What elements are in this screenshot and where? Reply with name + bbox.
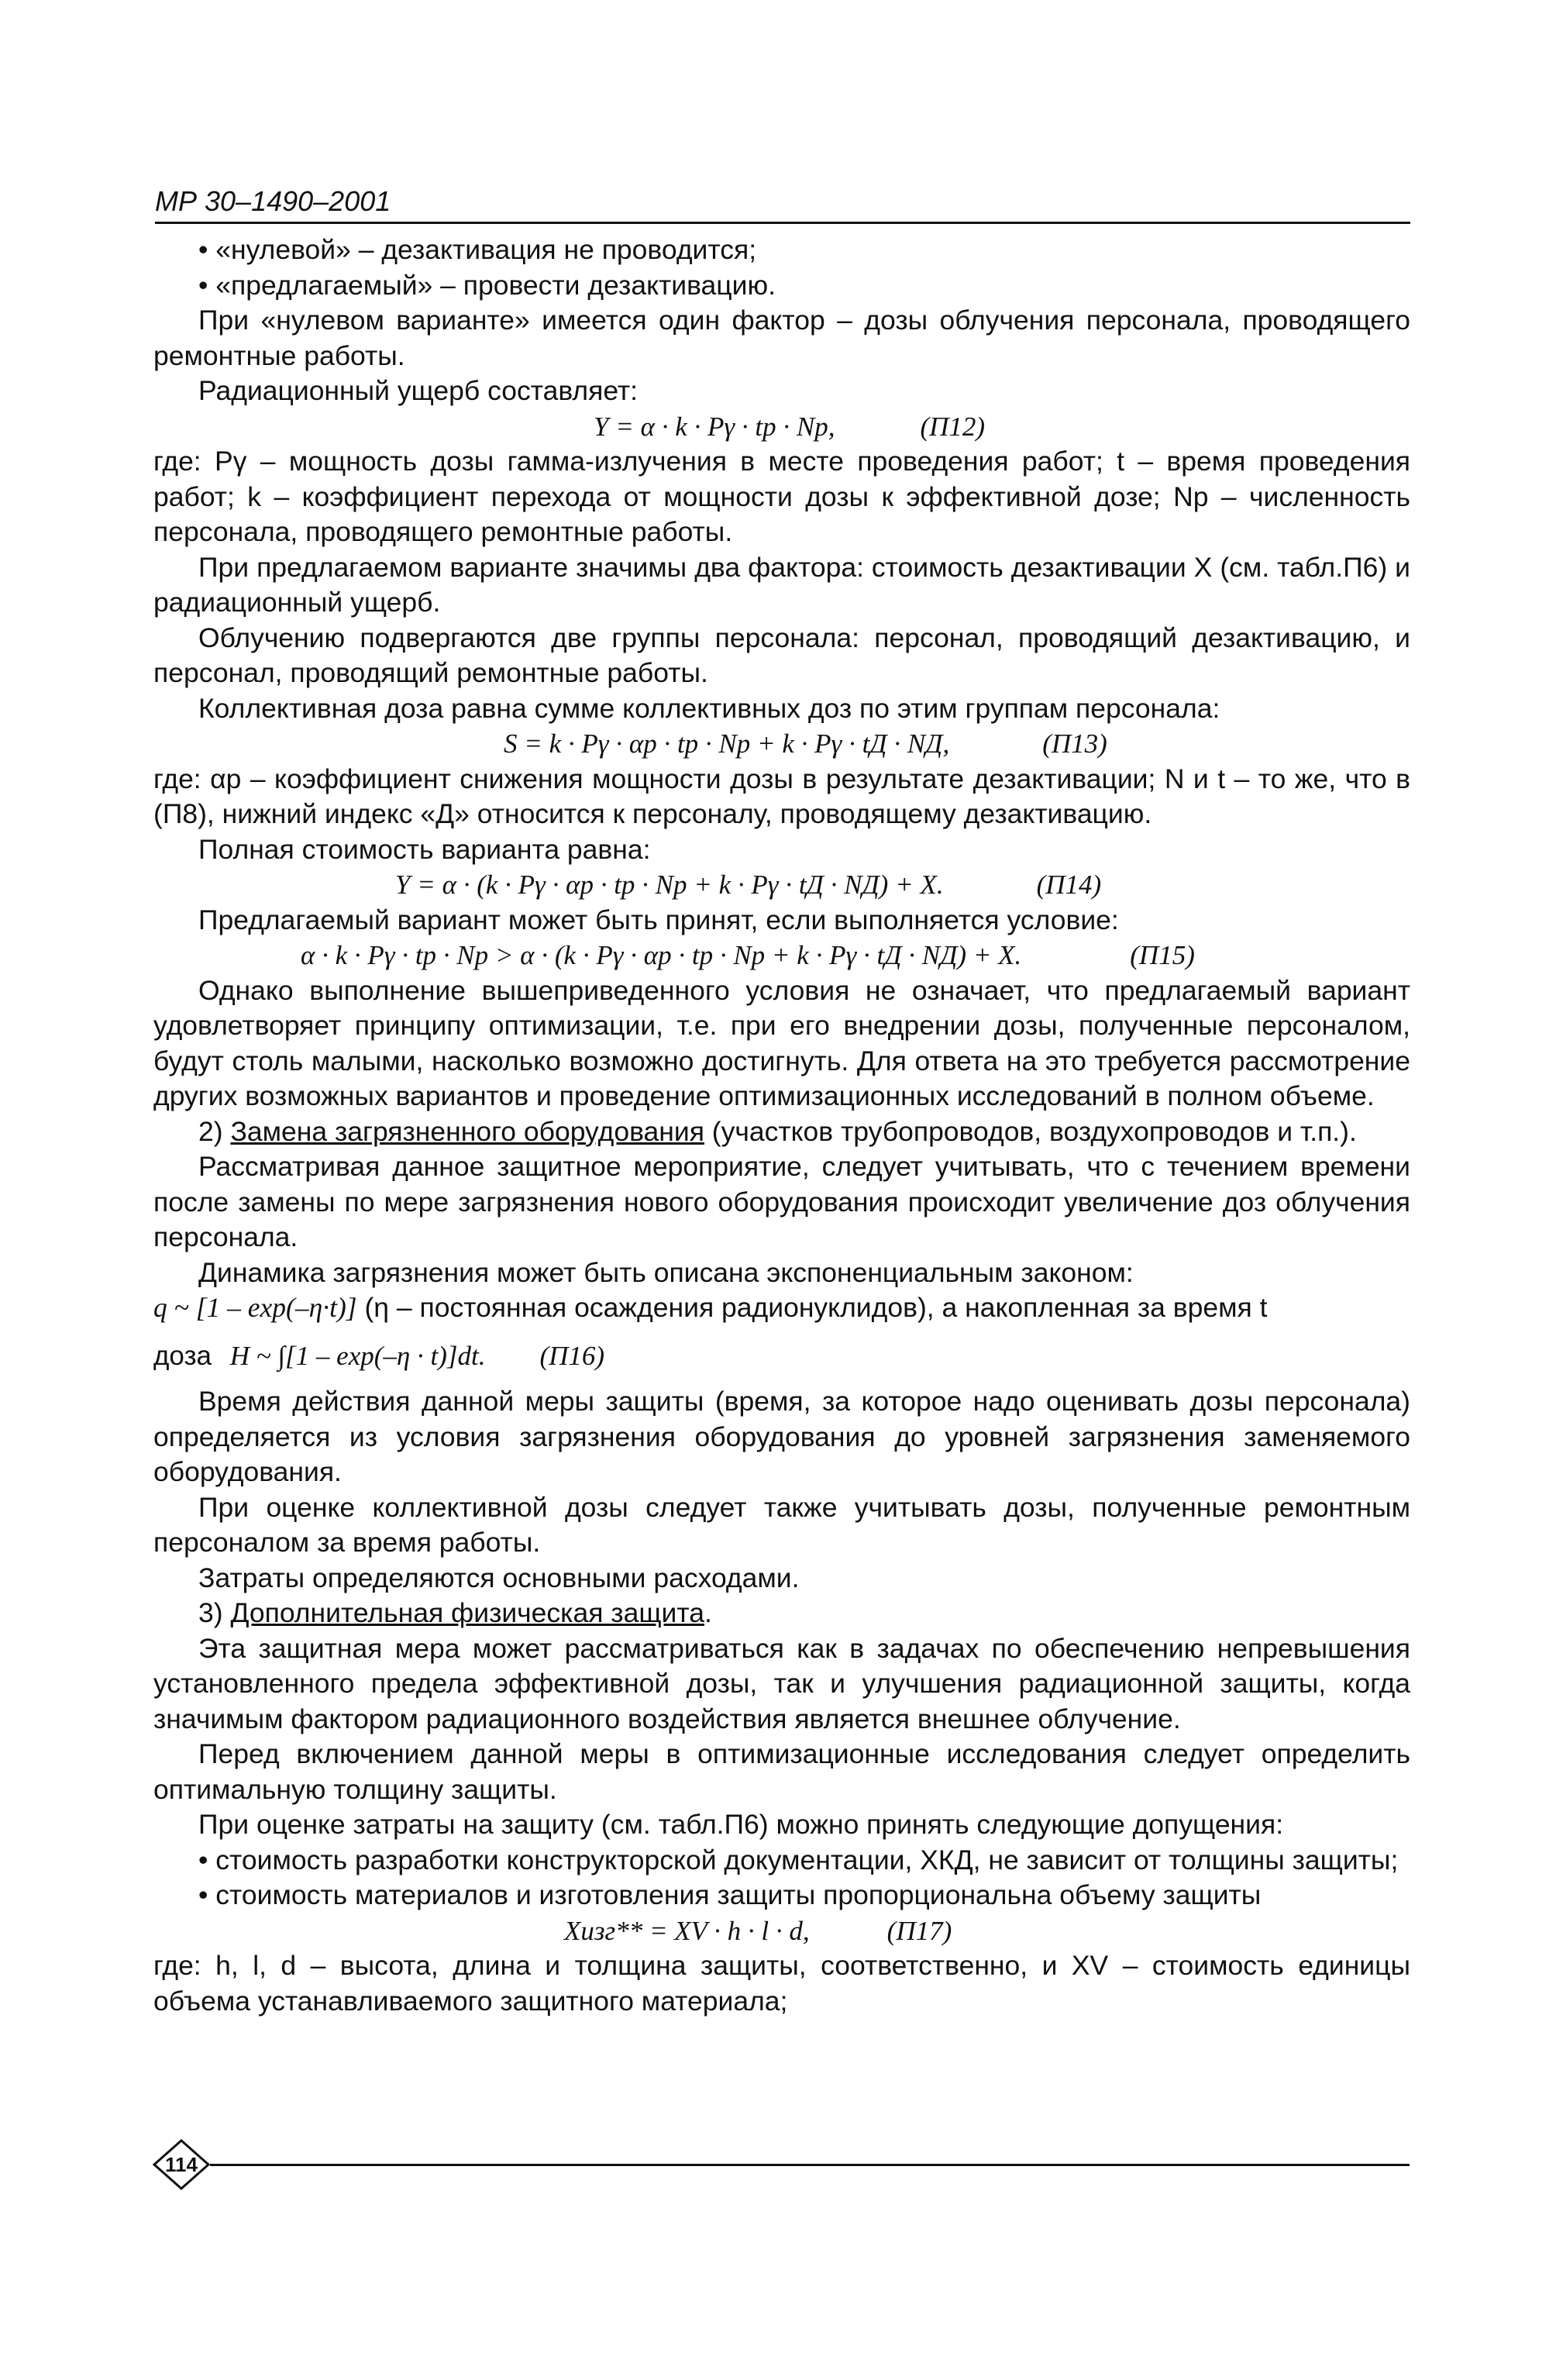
formula-p12: [153, 409, 1410, 445]
paragraph: Время действия данной меры защиты (время, за которое надо оценивать дозы персонала) определяется из условия загрязнения оборудования до уровней загрязнения заменяемого оборудования.: [153, 1386, 1410, 1487]
section-number: 2): [198, 1115, 231, 1147]
formula-expression: Xизг** = XV · h · l · d,: [564, 1915, 810, 1946]
formula-p13: [153, 726, 1410, 762]
inline-text: (η – постоянная осаждения радионуклидов), а накопленная за время t: [356, 1292, 1268, 1323]
formula-number: (П13): [1042, 728, 1107, 759]
bullet-design-cost: • стоимость разработки конструкторской документации, XКД, не зависит от толщины защиты;: [153, 1843, 1410, 1879]
bullet-material-cost: • стоимость материалов и изготовления защиты пропорциональна объему защиты: [153, 1878, 1410, 1913]
formula-expression: Y = α · (k · Pγ · αp · tp · Np + k · Pγ · tД · NД) + X.: [395, 870, 944, 900]
section-title: Замена загрязненного оборудования: [230, 1115, 704, 1147]
section-heading-replacement: [153, 1114, 1410, 1150]
page-body: [153, 232, 1410, 2019]
paragraph: При предлагаемом варианте значимы два фактора: стоимость дезактивации X (см. табл.П6) и радиационный ущерб.: [153, 551, 1410, 618]
section-number: 3): [198, 1597, 231, 1628]
paragraph: где: h, l, d – высота, длина и толщина защиты, соответственно, и XV – стоимость единицы объема устанавливаемого защитного материала;: [153, 1950, 1410, 2017]
paragraph: Коллективная доза равна сумме коллективных доз по этим группам персонала:: [198, 692, 1220, 724]
paragraph: Однако выполнение вышеприведенного условия не означает, что предлагаемый вариант удовлетворяет принципу оптимизации, т.е. при его внедрении дозы, полученные персоналом, будут столь малыми, насколько возможно достигнуть. Для ответа на это требуется рассмотрение других возможных вариантов и проведение оптимизационных исследований в полном объеме.: [153, 974, 1410, 1111]
paragraph: где: αp – коэффициент снижения мощности дозы в результате дезактивации; N и t – то же, что в (П8), нижний индекс «Д» относится к персоналу, проводящему дезактивацию.: [153, 763, 1410, 829]
bullet-proposed-variant: • «предлагаемый» – провести дезактивацию.: [153, 268, 1410, 304]
formula-lead-word: доза: [153, 1340, 219, 1371]
paragraph: Рассматривая данное защитное мероприятие, следует учитывать, что с течением времени после замены по мере загрязнения нового оборудования происходит увеличение доз облучения персонала.: [153, 1151, 1410, 1252]
formula-number: (П15): [1130, 940, 1195, 970]
paragraph: Затраты определяются основными расходами.: [198, 1562, 800, 1593]
formula-expression: S = k · Pγ · αp · tp · Np + k · Pγ · tД · NД,: [504, 728, 950, 759]
formula-p14: [153, 867, 1410, 903]
paragraph: Облучению подвергаются две группы персонала: персонал, проводящий дезактивацию, и персонал, проводящий ремонтные работы.: [153, 622, 1410, 688]
paragraph: [153, 1290, 1410, 1326]
formula-number: (П16): [539, 1340, 605, 1371]
formula-number: (П17): [886, 1915, 952, 1946]
section-note: (участков трубопроводов, воздухопроводов и т.п.).: [704, 1115, 1357, 1147]
paragraph: При «нулевом варианте» имеется один фактор – дозы облучения персонала, проводящего ремонтные работы.: [153, 305, 1410, 371]
formula-p17: [153, 1913, 1410, 1949]
formula-number: (П14): [1036, 870, 1102, 900]
formula-p16: [153, 1326, 1410, 1385]
paragraph: При оценке коллективной дозы следует также учитывать дозы, полученные ремонтным персоналом за время работы.: [153, 1491, 1410, 1558]
formula-number: (П12): [920, 411, 986, 442]
paragraph: Полная стоимость варианта равна:: [198, 833, 651, 865]
formula-expression: Y = α · k · Pγ · tp · Np,: [594, 411, 835, 442]
page-number: 114: [165, 2153, 198, 2176]
paragraph: где: Pγ – мощность дозы гамма-излучения в месте проведения работ; t – время проведения работ; k – коэффициент перехода от мощности дозы к эффективной дозе; Np – численность персонала, проводящего ремонтные работы.: [153, 446, 1410, 547]
paragraph: Эта защитная мера может рассматриваться как в задачах по обеспечению непревышения установленного предела эффективной дозы, так и улучшения радиационной защиты, когда значимым фактором радиационного воздействия является внешнее облучение.: [153, 1632, 1410, 1734]
page-footer: [151, 2137, 1410, 2192]
paragraph: Предлагаемый вариант может быть принят, если выполняется условие:: [198, 904, 1119, 935]
paragraph: Динамика загрязнения может быть описана экспоненциальным законом:: [198, 1256, 1134, 1288]
formula-expression: α · k · Pγ · tp · Np > α · (k · Pγ · αp · tp · Np + k · Pγ · tД · NД) + X.: [301, 940, 1022, 970]
section-heading-shielding: [153, 1596, 1410, 1631]
paragraph: Перед включением данной меры в оптимизационные исследования следует определить оптимальную толщину защиты.: [153, 1738, 1410, 1805]
document-code-header: МР 30–1490–2001: [155, 184, 1410, 224]
inline-formula: q ~ [1 – exp(–η·t)]: [153, 1292, 357, 1323]
paragraph: При оценке затраты на защиту (см. табл.П6) можно принять следующие допущения:: [198, 1809, 1284, 1840]
formula-expression: H ~ ∫[1 – exp(–η · t)]dt.: [229, 1340, 486, 1371]
paragraph: Радиационный ущерб составляет:: [198, 375, 639, 406]
section-title: Дополнительная физическая защита: [230, 1597, 704, 1628]
footer-divider: [210, 2164, 1410, 2166]
formula-p15: [153, 938, 1410, 973]
bullet-zero-variant: • «нулевой» – дезактивация не проводится;: [153, 232, 1410, 268]
section-note: .: [704, 1597, 712, 1628]
